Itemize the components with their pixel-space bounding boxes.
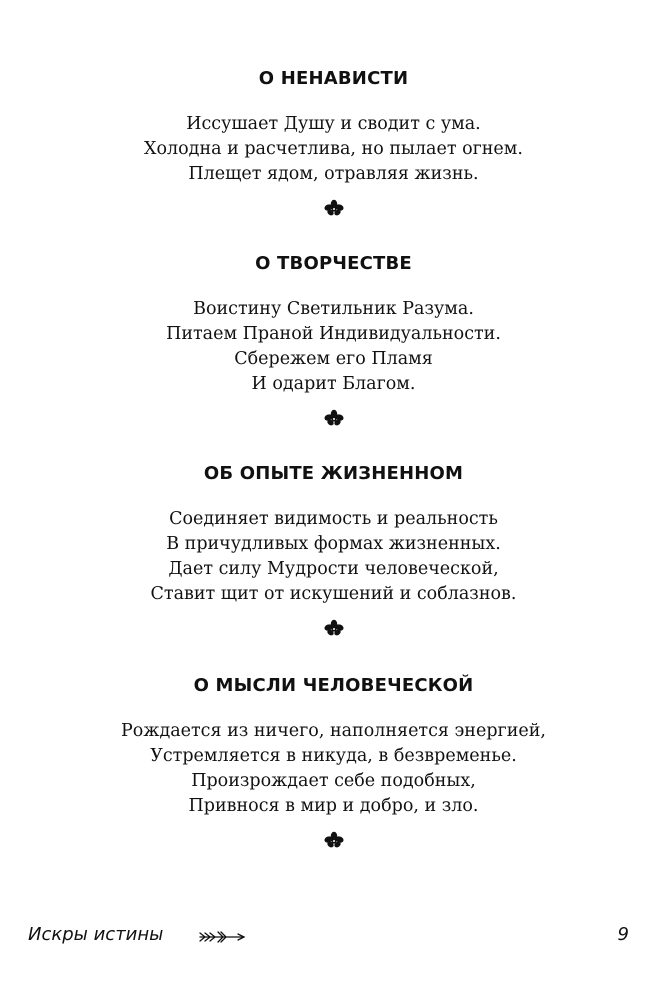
verse-line: Произрождает себе подобных, [191, 771, 476, 791]
verse [0, 297, 667, 397]
verse-line: И одарит Благом. [251, 374, 416, 394]
verse-line: Сбережем его Пламя [234, 349, 433, 369]
verse-line: Привнося в мир и добро, и зло. [188, 796, 479, 816]
flower-ornament-icon [0, 829, 667, 851]
verse-line: Холодна и расчетлива, но пылает огнем. [144, 139, 523, 159]
section-on-creativity [0, 253, 667, 429]
verse-line: Рождается из ничего, наполняется энергией, [121, 721, 546, 741]
verse-line: Устремляется в никуда, в безвременье. [150, 746, 517, 766]
arrow-flourish-icon [198, 929, 246, 948]
verse-line: Ставит щит от искушений и соблазнов. [150, 584, 517, 604]
section-on-hatred [0, 68, 667, 219]
flower-ornament-icon [0, 197, 667, 219]
verse-line: Питаем Праной Индивидуальности. [166, 324, 501, 344]
verse-line: Соединяет видимость и реальность [169, 509, 498, 529]
section-title: О НЕНАВИСТИ [258, 68, 409, 89]
verse [0, 507, 667, 607]
verse [0, 719, 667, 819]
section-on-life-experience [0, 463, 667, 639]
section-title: О МЫСЛИ ЧЕЛОВЕЧЕСКОЙ [193, 675, 474, 696]
section-title: ОБ ОПЫТЕ ЖИЗНЕННОМ [203, 463, 464, 484]
section-on-human-thought [0, 675, 667, 851]
flower-ornament-icon [0, 617, 667, 639]
section-title: О ТВОРЧЕСТВЕ [255, 253, 412, 274]
verse-line: Дает силу Мудрости человеческой, [168, 559, 499, 579]
page-number: 9 [617, 924, 629, 945]
flower-ornament-icon [0, 407, 667, 429]
verse-line: В причудливых формах жизненных. [166, 534, 501, 554]
verse-line: Плещет ядом, отравляя жизнь. [188, 164, 479, 184]
verse [0, 112, 667, 187]
verse-line: Иссушает Душу и сводит с ума. [186, 114, 481, 134]
running-footer-book-title: Искры истины [28, 924, 164, 945]
verse-line: Воистину Светильник Разума. [193, 299, 474, 319]
